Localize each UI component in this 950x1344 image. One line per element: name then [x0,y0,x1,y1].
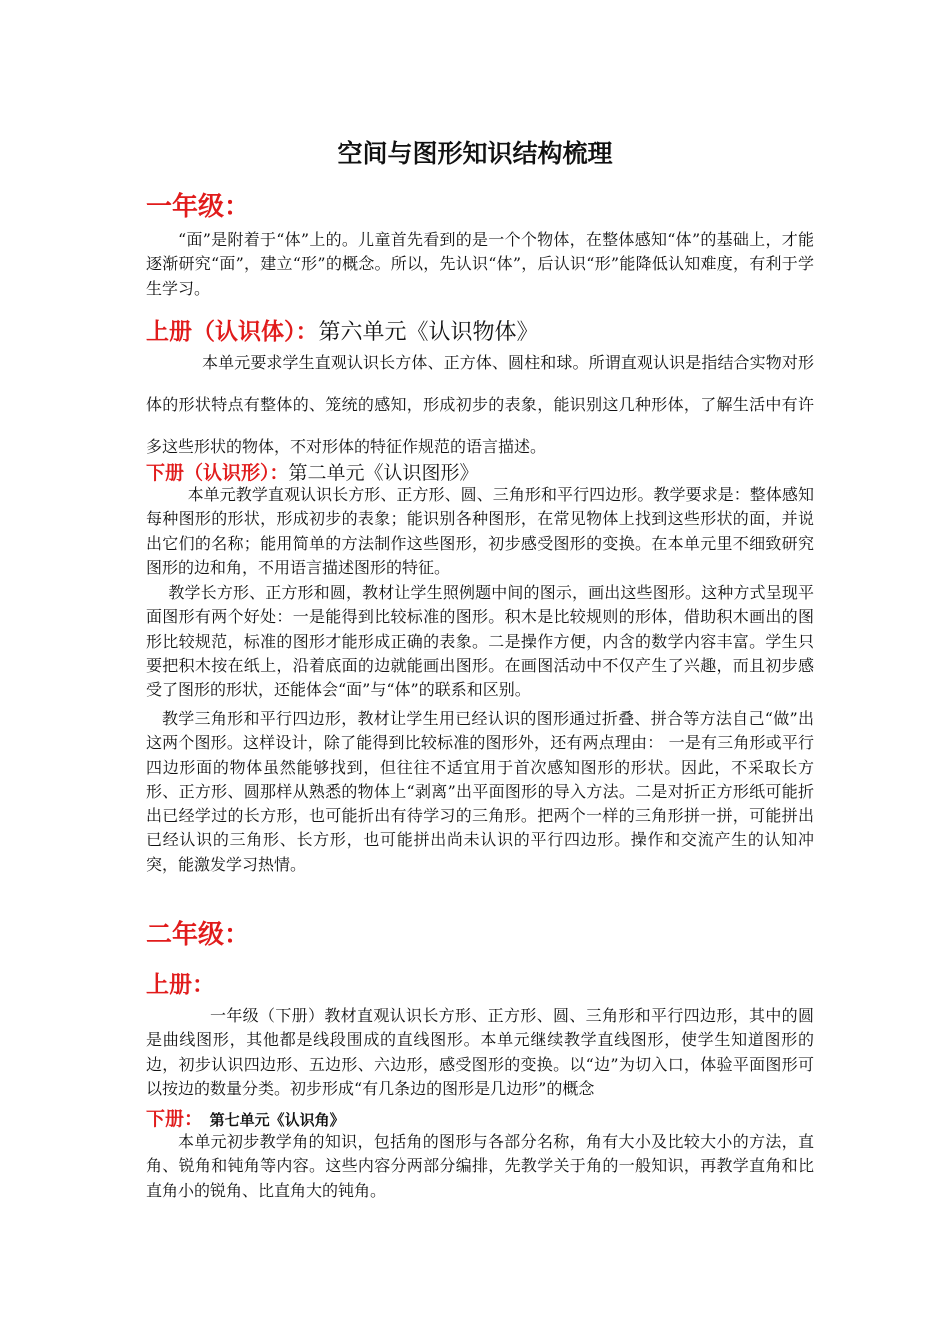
grade1-upper-label: 上册（认识体）： [146,319,319,345]
grade2-lower-paragraph: 本单元初步教学角的知识，包括角的图形与各部分名称，角有大小及比较大小的方法，直角、锐角和钝角等内容。这些内容分两部分编排，先教学关于角的一般知识，再教学直角和比直角小的锐角、比直角大的钝角。 [146,1132,814,1200]
grade1-heading: 一年级： [146,192,251,222]
grade2-lower-unit: 第七单元《认识角》 [209,1111,345,1129]
grade1-lower-label: 下册（认识形）： [146,462,289,484]
grade2-heading: 二年级： [146,920,251,950]
grade1-lower-paragraph-3: 教学三角形和平行四边形，教材让学生用已经认识的图形通过折叠、拼合等方法自己“做”出这两个图形。这样设计，除了能得到比较标准的图形外，还有两点理由： 一是有三角形或平行四边形面的物体虽然能够找到，但往往不适宜用于首次感知图形的形状。因此，不采取长方形、正方形、圆那样从熟悉的物体上“剥离”出平面图形的导入方法。二是对折正方形纸可能折出已经学过的长方形，也可能折出有待学习的三角形。把两个一样的三角形拼一拼，可能拼出已经认识的三角形、长方形，也可能拼出尚未认识的平行四边形。操作和交流产生的认知冲突，能激发学习热情。 [146,709,814,874]
grade1-upper-unit: 第六单元《认识物体》 [318,320,539,345]
grade1-lower-unit: 第二单元《认识图形》 [288,462,479,484]
grade1-lower-heading [146,458,479,485]
grade2-upper-paragraph: 一年级（下册）教材直观认识长方形、正方形、圆、三角形和平行四边形，其中的圆是曲线图形，其他都是线段围成的直线图形。本单元继续教学直线图形，使学生知道图形的边，初步认识四边形、五边形、六边形，感受图形的变换。以“边”为切入口，体验平面图形可以按边的数量分类。初步形成“有几条边的图形是几边形”的概念 [146,1006,814,1098]
grade1-lower-paragraph-1: 本单元教学直观认识长方形、正方形、圆、三角形和平行四边形。教学要求是：整体感知每种图形的形状，形成初步的表象；能识别各种图形，在常见物体上找到这些形状的面，并说出它们的名称；能用简单的方法制作这些图形，初步感受图形的变换。在本单元里不细致研究图形的边和角，不用语言描述图形的特征。 [146,485,814,577]
grade1-intro: “面”是附着于“体”上的。儿童首先看到的是一个个物体，在整体感知“体”的基础上，才能逐渐研究“面”，建立“形”的概念。所以，先认识“体”，后认识“形”能降低认知难度，有利于学生学习。 [146,230,814,298]
grade2-upper-heading: 上册： [146,972,215,998]
grade2-lower-heading [146,1104,345,1131]
document-title: 空间与图形知识结构梳理 [337,139,613,168]
grade1-lower-paragraph-2: 教学长方形、正方形和圆，教材让学生照例题中间的图示，画出这些图形。这种方式呈现平面图形有两个好处：一是能得到比较标准的图形。积木是比较规则的形体，借助积木画出的图形比较规范，标准的图形才能形成正确的表象。二是操作方便，内含的数学内容丰富。学生只要把积木按在纸上，沿着底面的边就能画出图形。在画图活动中不仅产生了兴趣，而且初步感受了图形的形状，还能体会“面”与“体”的联系和区别。 [146,583,814,700]
grade1-upper-paragraph: 本单元要求学生直观认识长方体、正方体、圆柱和球。所谓直观认识是指结合实物对形体的形状特点有整体的、笼统的感知，形成初步的表象，能识别这几种形体，了解生活中有许多这些形状的物体，不对形体的特征作规范的语言描述。 [146,353,814,456]
grade2-lower-label: 下册： [146,1108,204,1130]
